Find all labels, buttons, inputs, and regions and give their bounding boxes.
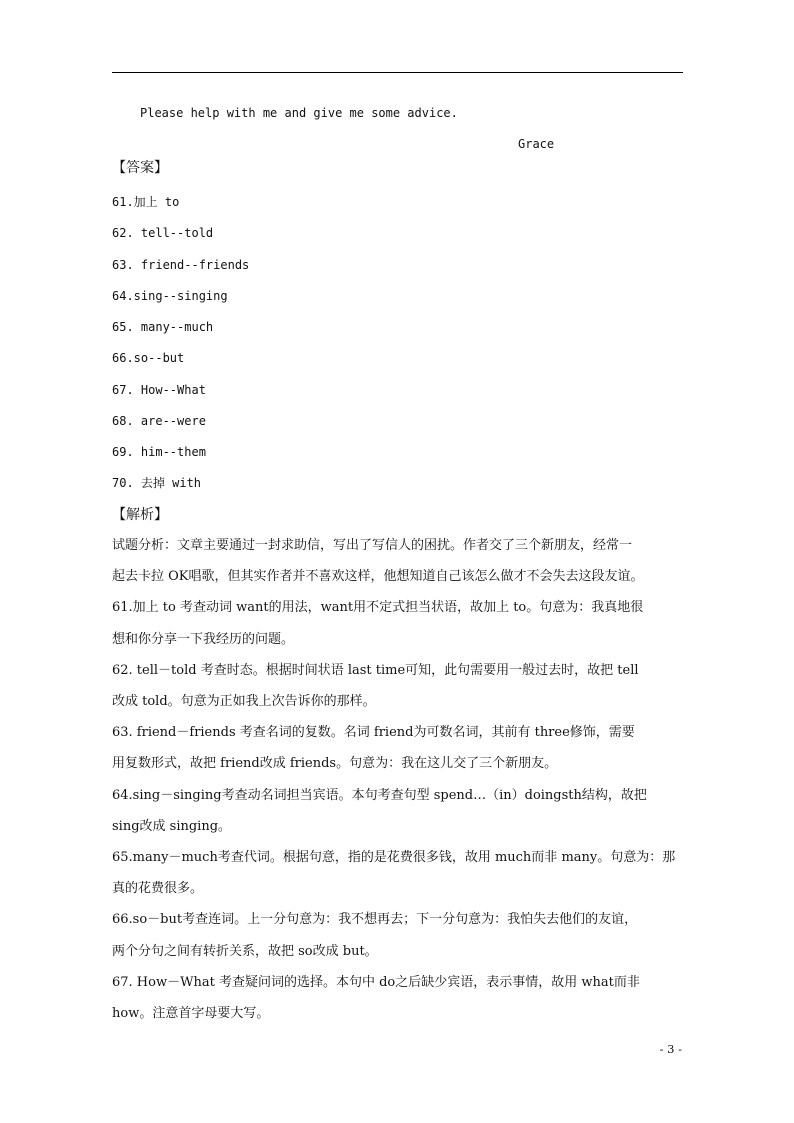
- analysis-line: 两个分句之间有转折关系，故把 so改成 but。: [112, 944, 378, 959]
- analysis-line: 65.many－much考查代词。根据句意，指的是花费很多钱，故用 much而非 many。句意为：那: [112, 850, 676, 865]
- answer-item: 67. How--What: [112, 383, 206, 397]
- analysis-line: 真的花费很多。: [112, 881, 204, 896]
- analysis-line: 63. friend－friends 考查名词的复数。名词 friend为可数名词，其前有 three修饰，需要: [112, 725, 635, 740]
- answer-item: 70. 去掉 with: [112, 476, 202, 490]
- answer-item: 68. are--were: [112, 414, 206, 428]
- analysis-line: sing改成 singing。: [112, 819, 232, 834]
- answer-item: 61.加上 to: [112, 195, 180, 209]
- answer-item: 64.sing--singing: [112, 289, 228, 303]
- answer-item: 65. many--much: [112, 320, 214, 334]
- answer-heading: 【答案】: [112, 160, 168, 176]
- analysis-line: 64.sing－singing考查动名词担当宾语。本句考查句型 spend…（in）doingsth结构，故把: [112, 788, 647, 803]
- analysis-line: 67. How－What 考查疑问词的选择。本句中 do之后缺少宾语，表示事情，故用 what而非: [112, 975, 640, 990]
- letter-signature: Grace: [518, 137, 555, 151]
- analysis-line: 61.加上 to 考查动词 want的用法，want用不定式担当状语，故加上 to。句意为：我真地很: [112, 600, 644, 615]
- page-number: - 3 -: [659, 1042, 682, 1056]
- answer-item: 66.so--but: [112, 351, 185, 365]
- answer-item: 69. him--them: [112, 445, 206, 459]
- analysis-line: 试题分析：文章主要通过一封求助信，写出了写信人的困扰。作者交了三个新朋友，经常一: [112, 538, 633, 553]
- analysis-heading: 【解析】: [112, 507, 168, 523]
- analysis-line: 想和你分享一下我经历的问题。: [112, 632, 295, 647]
- analysis-line: 改成 told。句意为正如我上次告诉你的那样。: [112, 694, 376, 709]
- answer-item: 62. tell--told: [112, 226, 214, 240]
- letter-closing: Please help with me and give me some advice.: [140, 106, 458, 120]
- header-rule: [112, 72, 683, 73]
- analysis-line: 起去卡拉 OK唱歌，但其实作者并不喜欢这样，他想知道自己该怎么做才不会失去这段友谊。: [112, 569, 644, 584]
- analysis-line: 62. tell－told 考查时态。根据时间状语 last time可知，此句需要用一般过去时，故把 tell: [112, 663, 639, 678]
- analysis-line: how。注意首字母要大写。: [112, 1006, 270, 1021]
- answer-item: 63. friend--friends: [112, 258, 250, 272]
- analysis-line: 66.so－but考查连词。上一分句意为：我不想再去；下一分句意为：我怕失去他们的友谊，: [112, 912, 638, 927]
- analysis-line: 用复数形式，故把 friend改成 friends。句意为：我在这儿交了三个新朋友。: [112, 756, 558, 771]
